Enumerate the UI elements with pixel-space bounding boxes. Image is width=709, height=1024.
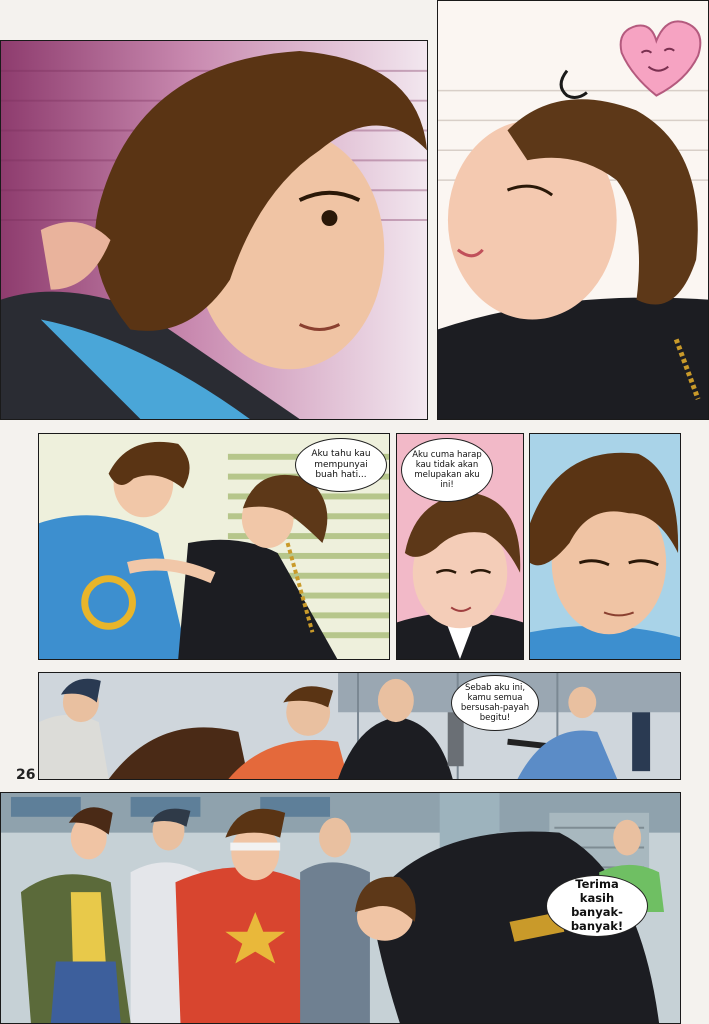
panel-2-closeup-right bbox=[437, 0, 709, 420]
speech-bubble-p3 bbox=[295, 438, 387, 492]
speech-text-p7: Terima kasih banyak-banyak! bbox=[570, 877, 624, 933]
panel-7-group-bow bbox=[0, 792, 681, 1024]
panel-5-art bbox=[530, 434, 680, 659]
panel-1-closeup-left bbox=[0, 40, 428, 420]
speech-bubble-p6 bbox=[451, 675, 539, 731]
panel-6-crowd bbox=[38, 672, 681, 780]
speech-bubble-p4 bbox=[401, 438, 493, 502]
panel-4-wink bbox=[396, 433, 524, 660]
speech-text-p4: Aku cuma harap kau tidak akan melupakan aku ini! bbox=[412, 449, 482, 491]
speech-text-p3: Aku tahu kau mempunyai buah hati... bbox=[311, 448, 371, 481]
speech-text-p6: Sebab aku ini, kamu semua bersusah-payah begitu! bbox=[460, 682, 530, 724]
panel-3-confrontation bbox=[38, 433, 390, 660]
panel-1-art bbox=[1, 41, 427, 419]
page-number: 26 bbox=[16, 767, 36, 783]
panel-5-closeup-hero bbox=[529, 433, 681, 660]
panel-2-art bbox=[438, 1, 708, 419]
speech-bubble-p7 bbox=[546, 875, 648, 937]
panel-6-art bbox=[39, 673, 680, 779]
